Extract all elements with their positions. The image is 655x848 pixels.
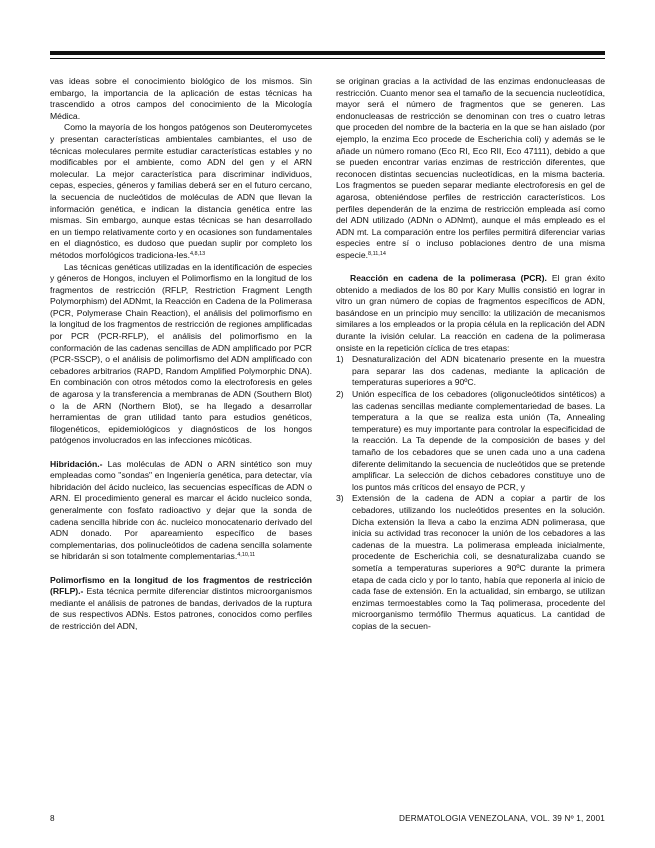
left-column bbox=[50, 76, 312, 633]
paragraph: vas ideas sobre el conocimiento biológico de los mismos. Sin embargo, la importancia de la aplicación de estas técnicas ha trascendido a otros campos del conocimiento de la Micología Médica. bbox=[50, 76, 312, 121]
section-pcr: Reacción en cadena de la polimerasa (PCR). El gran éxito obtenido a mediados de los 80 por Kary Mullis consistió en lograr in vitro un gran número de copias de fragmentos específicos de ADN, basándose en un principio muy sencillo: la utilización de mecanismos similares a los empleados or la propia célula en la replicación del ADN durante la ivisión celular. La reacción en cadena de la polimerasa onsiste en la repetición cíclica de tres etapas: bbox=[336, 273, 605, 353]
reference-superscript: 4,8,13 bbox=[189, 250, 206, 257]
list-number: 1) bbox=[336, 354, 344, 365]
right-column bbox=[336, 76, 605, 633]
section-title: Reacción en cadena de la polimerasa (PCR). bbox=[350, 273, 547, 284]
paragraph: se originan gracias a la actividad de las enzimas endonucleasas de restricción. Cuanto menor sea el tamaño de la secuencia nucleotídica, mayor será el número de fragmentos que se generen. Las endonucleasas de restricción se denominan con tres o cuatro letras que proceden del nombre de la bacteria en la que se han aislado (por ejemplo, la enzima Eco procede de Escherichia coli) y además se le añade un número romano (Eco RI, Eco RII, Eco 47111), debido a que se pueden encontrar varias enzimas de restricción diferentes, que reconocen distintas secuencias nucleotídicas, en la misma bacteria. Los fragmentos se pueden separar mediante electroforesis en gel de agarosa, obteniéndose perfiles de restricción característicos. Los perfiles dependerán de la enzima de restricción empleada así como del ADN utilizado (ADNn o ADNmt), aunque el más empleado es el ADN mt. La comparación entre los perfiles permitirá diferenciar varias especies entre sí o incluso poblaciones dentro de una misma especie.$^{8,11,14}$ bbox=[336, 76, 605, 260]
section-hibridacion: Hibridación.- Las moléculas de ADN o ARN sintético son muy empleadas como "sondas" en Ingeniería genética, para detectar, vía hibridación del ácido nucleico, las secuencias específicas de ADN o ARN. El procedimiento general es marcar el ácido nucleico sonda, generalmente con fosfato radioactivo y dejar que la sonda de cadena sencilla hibride con ác. nucleico monocatenario derivado del ADN donado. Por apareamiento específico de bases complementarias, dos polinucleótidos de cadena sencilla solamente se hibridarán si son totalmente complementarias.$^{4,10,11}$ bbox=[50, 458, 312, 562]
paragraph: Como la mayoría de los hongos patógenos son Deuteromycetes y presentan características ambientales cambiantes, el uso de técnicas moleculares permite estudiar características estables y no modificables por el ambiente, como ADN del gen y el ARN molecular. La mejor característica para discriminar individuos, cepas, especies, géneros y familias deberá ser en el futuro cercano, la secuencia de nucleótidos de moléculas de ADN que llevan la información genética, e indican la distancia genética entre las mismas. Sin embargo, aunque estas técnicas se han desarrollado en un tiempo relativamente corto y en ocasiones son fundamentales en el diagnóstico, es dudoso que puedan suplir por completo los métodos morfológicos tradiciona-les.$^{4,8,13}$ bbox=[50, 122, 312, 260]
list-item: 1) Desnaturalización del ADN bicatenario presente en la muestra para separar las dos cadenas, mediante la aplicación de temperaturas superiores a 90ºC. bbox=[336, 354, 605, 388]
list-number: 3) bbox=[336, 493, 344, 504]
list-item: 3) Extensión de la cadena de ADN a copiar a partir de los cebadores, utilizando los nucleótidos presentes en la solución. Dicha extensión la lleva a cabo la enzima ADN polimerasa, que inicia su actividad tras reconocer la unión de los cebadores a las cadenas de la muestra. La polimerasa empleada inicialmente, procedente de Escherichia coli, se desnaturalizaba cuando se sometía a temperaturas superiores a 90ºC durante la primera etapa de cada ciclo y por lo tanto, había que reponerla al inicio de cada fase de extensión. En la actualidad, sin embargo, se utilizan enzimas termoestables como la Taq polimerasa, procedente del microorganismo termófilo Thermus aquaticus. La cantidad de copias de la secuen- bbox=[336, 493, 605, 631]
page-number: 8 bbox=[50, 814, 55, 823]
journal-citation: DERMATOLOGIA VENEZOLANA, VOL. 39 Nº 1, 2001 bbox=[398, 814, 605, 823]
list-number: 2) bbox=[336, 389, 344, 400]
section-polimorfismo: Polimorfismo en la longitud de los fragmentos de restricción (RFLP).- Esta técnica permite diferenciar distintos microorganismos mediante el análisis de patrones de bandas, derivados de la ruptura de sus respectivos ADNs. Estos patrones, conocidos como perfiles de restricción del ADN, bbox=[50, 574, 312, 631]
header-rule-thin bbox=[50, 58, 605, 59]
list-item: 2) Unión específica de los cebadores (oligonucleótidos sintéticos) a las cadenas sencillas mediante complementariedad de bases. La temperatura a la que se realiza esta unión (Ta, Annealing temperature) es muy importante para controlar la especificidad de la reacción. La Ta depende de la composición de bases y del tamaño de los cebadores que se unen cada uno a una cadena diferente delimitando la secuencia de nucleótidos que se pretende amplificar. La selección de dichos cebadores constituye uno de los puntos más críticos del ensayo de PCR, y bbox=[336, 389, 605, 492]
header-rule-thick bbox=[50, 51, 605, 55]
reference-superscript: 8,11,14 bbox=[368, 250, 386, 257]
section-title: Polimorfismo en la longitud de los fragmentos de restricción (RFLP).- bbox=[50, 574, 312, 597]
pcr-steps-list bbox=[336, 354, 605, 632]
reference-superscript: 4,10,11 bbox=[237, 552, 256, 559]
section-title: Hibridación.- bbox=[50, 458, 103, 469]
paragraph: Las técnicas genéticas utilizadas en la identificación de especies y géneros de Hongos, incluyen el Polimorfismo en la longitud de los fragmentos de restricción (RFLP, Restriction Fragment Length Polymorphism) del ADNmt, la Reacción en Cadena de la Polimerasa (PCR, Polymerase Chain Reaction), el análisis del polimorfismo en la longitud de los fragmentos de restricción de regiones amplificadas por PCR (PCR-RFLP), el análisis del polimorfismo en la conformación de las cadenas sencillas de ADN amplificado por PCR (PCR-SSCP), o el análisis de polimorfismo del ADN amplificado con cebadores arbitrarios (RAPD, Random Amplified Polymorphic DNA). En combinación con otros métodos como la electroforesis en geles de agarosa y la transferencia a membranas de ADN (Southern Blot) o la de ARN (Northern Blot), se ha llegado a desarrollar herramientas de gran utilidad tanto para estudios genéticos, filogenéticos, epidemiológicos y diagnósticos de los hongos patógenos involucrados en las infecciones micóticas. bbox=[50, 261, 312, 446]
